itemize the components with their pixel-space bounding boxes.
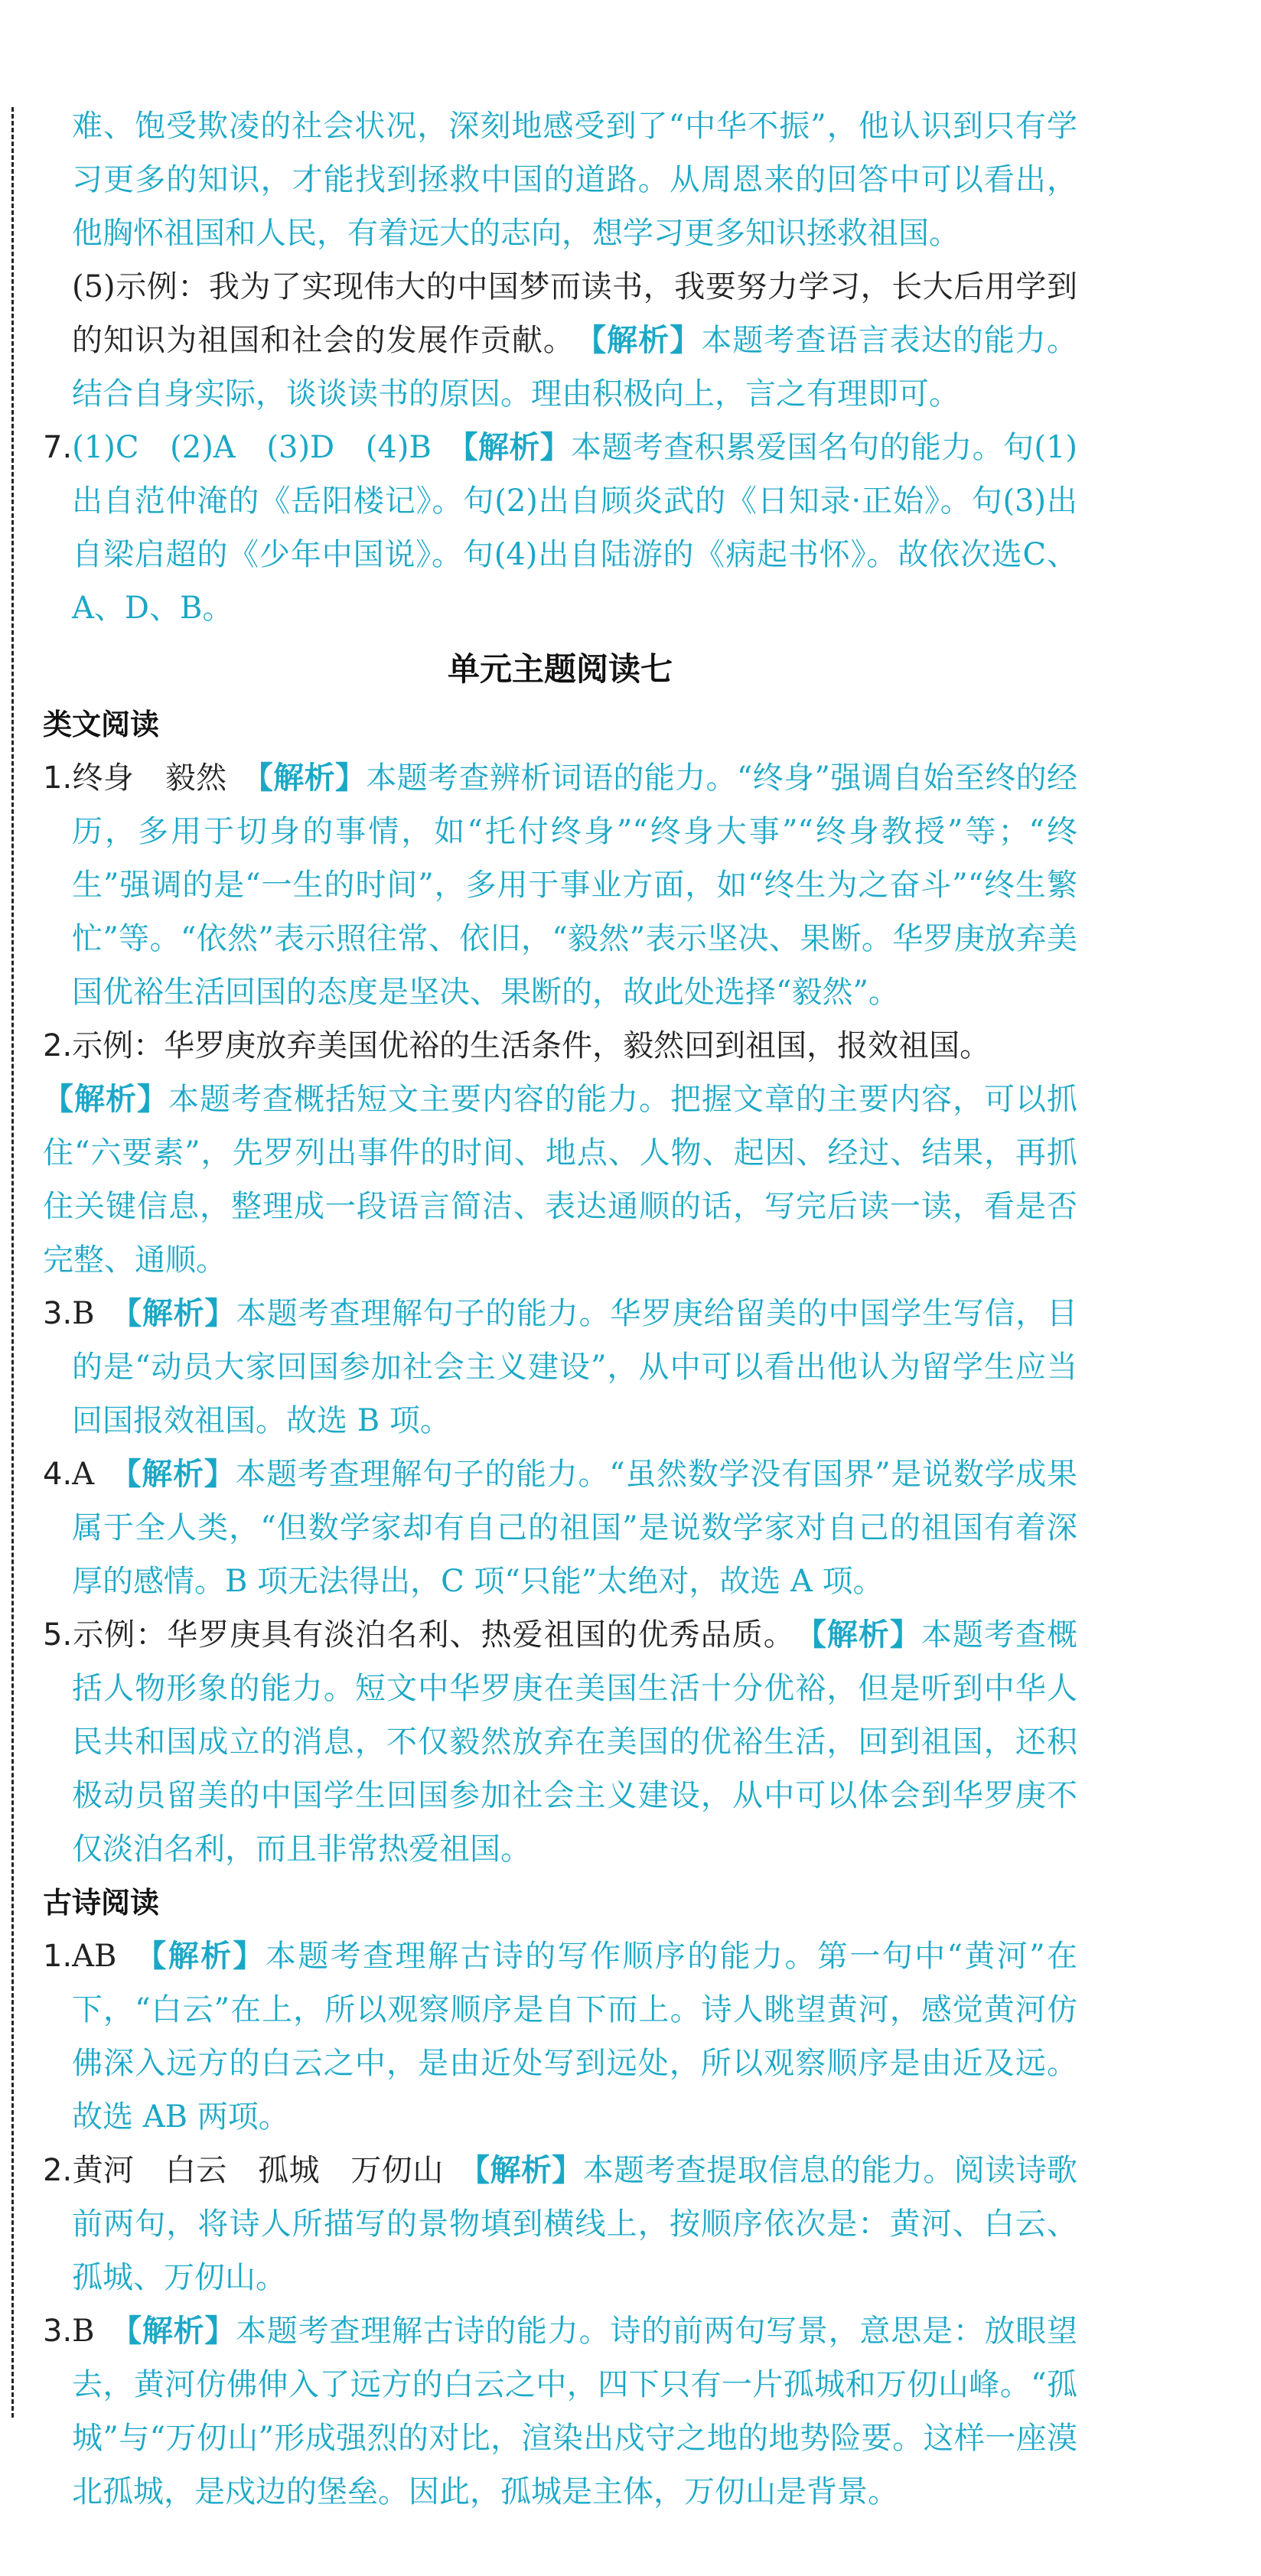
analysis-tag: 【解析】 bbox=[126, 2314, 236, 2349]
answer-content bbox=[43, 99, 1077, 2519]
question-number: 3. bbox=[43, 2314, 73, 2349]
question-number: 4. bbox=[43, 1457, 73, 1492]
answer-text: 示例：华罗庚具有淡泊名利、热爱祖国的优秀品质。 bbox=[72, 1617, 780, 1653]
analysis-tag: 【解析】 bbox=[151, 1939, 266, 1974]
analysis-tag: 【解析】 bbox=[125, 1457, 236, 1492]
explanation-text: 本题考查理解古诗的写作顺序的能力。第一句中“黄河”在下，“白云”在上，所以观察顺序是自下而上。诗人眺望黄河，感觉黄河仿佛深入远方的白云之中，是由近处写到远处，所以观察顺序是由近及远。故选 AB 两项。 bbox=[72, 1939, 1078, 2135]
answer-text: 示例：华罗庚放弃美国优裕的生活条件，毅然回到祖国，报效祖国。 bbox=[72, 1028, 991, 1063]
q7-block bbox=[43, 421, 1077, 635]
q7-answer: (1)C (2)A (3)D (4)B bbox=[72, 430, 432, 465]
explanation-text: 本题考查理解句子的能力。“虽然数学没有国界”是说数学成果属于全人类，“但数学家却有自己的祖国”是说数学家对自己的祖国有着深厚的感情。B 项无法得出，C 项“只能”太绝对，故选 A 项。 bbox=[72, 1457, 1078, 1599]
analysis-tag: 【解析】 bbox=[257, 760, 367, 796]
q6-5-block bbox=[43, 260, 1077, 421]
question-number: 2. bbox=[43, 2153, 73, 2188]
answer-text: 终身 毅然 bbox=[72, 760, 227, 796]
explanation-text: 本题考查概括短文主要内容的能力。把握文章的主要内容，可以抓住“六要素”，先罗列出事件的时间、地点、人物、起因、经过、结果，再抓住关键信息，整理成一段语言简洁、表达通顺的话，写完后读一读，看是否完整、通顺。 bbox=[43, 1082, 1077, 1278]
s2-q1 bbox=[43, 1930, 1077, 2144]
s2-q2 bbox=[43, 2144, 1077, 2304]
s1-q5 bbox=[43, 1608, 1077, 1876]
s1-q2-answer bbox=[43, 1019, 1077, 1073]
answer-text: AB bbox=[72, 1939, 117, 1974]
q7-explanation: 本题考查积累爱国名句的能力。句(1)出自范仲淹的《岳阳楼记》。句(2)出自顾炎武的《日知录·正始》。句(3)出自梁启超的《少年中国说》。句(4)出自陆游的《病起书怀》。故依次选C、A、D、B。 bbox=[72, 430, 1078, 626]
explanation-text: 本题考查辨析词语的能力。“终身”强调自始至终的经历，多用于切身的事情，如“托付终身”“终身大事”“终身教授”等；“终生”强调的是“一生的时间”，多用于事业方面，如“终生为之奋斗”“终生繁忙”等。“依然”表示照往常、依旧，“毅然”表示坚决、果断。华罗庚放弃美国优裕生活回国的态度是坚决、果断的，故此处选择“毅然”。 bbox=[72, 760, 1078, 1010]
explanation-text: 本题考查理解古诗的能力。诗的前两句写景，意思是：放眼望去，黄河仿佛伸入了远方的白云之中，四下只有一片孤城和万仞山峰。“孤城”与“万仞山”形成强烈的对比，渲染出戍守之地的地势险要。这样一座漠北孤城，是戍边的堡垒。因此，孤城是主体，万仞山是背景。 bbox=[72, 2314, 1078, 2509]
q6-cont-line: 难、饱受欺凌的社会状况，深刻地感受到了“中华不振”，他认识到只有学习更 bbox=[72, 109, 1077, 197]
dashed-cut-line bbox=[11, 107, 14, 2418]
question-number: 1. bbox=[43, 1939, 73, 1974]
question-number: 1. bbox=[43, 760, 73, 796]
analysis-tag: 【解析】 bbox=[810, 1617, 921, 1653]
analysis-tag: 【解析】 bbox=[126, 1296, 236, 1331]
section-title-similar-reading: 类文阅读 bbox=[43, 708, 160, 741]
s1-q3 bbox=[43, 1287, 1077, 1448]
analysis-tag: 【解析】 bbox=[462, 430, 572, 465]
q6-continuation bbox=[43, 99, 1077, 260]
explanation-text: 本题考查理解句子的能力。华罗庚给留美的中国学生写信，目的是“动员大家回国参加社会主义建设”，从中可以看出他认为留学生应当回国报效祖国。故选 B 项。 bbox=[72, 1296, 1078, 1438]
question-number: 7. bbox=[43, 430, 73, 465]
q6-cont-line: 国和人民，有着远大的志向，想学习更多知识拯救祖国。 bbox=[194, 216, 960, 251]
s2-q3 bbox=[43, 2304, 1077, 2519]
q6-5-explanation: 本题考查语言表达的能力。结合自身实际，谈谈读书的原因。理由积极向上，言之有理即可。 bbox=[72, 323, 1077, 412]
answer-text: 黄河 白云 孤城 万仞山 bbox=[72, 2153, 444, 2188]
s1-q4 bbox=[43, 1448, 1077, 1608]
question-number: 3. bbox=[43, 1296, 73, 1331]
s1-q1 bbox=[43, 751, 1077, 1019]
q6-cont-line: 多的知识，才能找到拯救中国的道路。从周恩来的回答中可以看出，他胸怀祖 bbox=[72, 162, 1078, 251]
answer-text: B bbox=[72, 1296, 95, 1331]
s1-q2-explanation bbox=[43, 1073, 1077, 1287]
analysis-tag: 【解析】 bbox=[43, 1082, 168, 1117]
q6-5-answer: (5)示例：我为了实现伟大的中国梦而读书，我要努力学习，长大后用学到的知识为祖国和社会的发展作贡献。 bbox=[72, 269, 1077, 358]
analysis-tag: 【解析】 bbox=[591, 323, 702, 358]
explanation-text: 本题考查提取信息的能力。阅读诗歌前两句，将诗人所描写的景物填到横线上，按顺序依次是：黄河、白云、孤城、万仞山。 bbox=[72, 2153, 1078, 2295]
explanation-text: 本题考查概括人物形象的能力。短文中华罗庚在美国生活十分优裕，但是听到中华人民共和国成立的消息，不仅毅然放弃在美国的优裕生活，回到祖国，还积极动员留美的中国学生回国参加社会主义建设，从中可以体会到华罗庚不仅淡泊名利，而且非常热爱祖国。 bbox=[72, 1617, 1078, 1867]
section-title-poem-reading: 古诗阅读 bbox=[43, 1886, 160, 1920]
answer-text: A bbox=[72, 1457, 95, 1492]
unit-title: 单元主题阅读七 bbox=[447, 650, 673, 688]
question-number: 2. bbox=[43, 1028, 73, 1063]
answer-text: B bbox=[72, 2314, 95, 2349]
analysis-tag: 【解析】 bbox=[474, 2153, 583, 2188]
question-number: 5. bbox=[43, 1617, 73, 1653]
